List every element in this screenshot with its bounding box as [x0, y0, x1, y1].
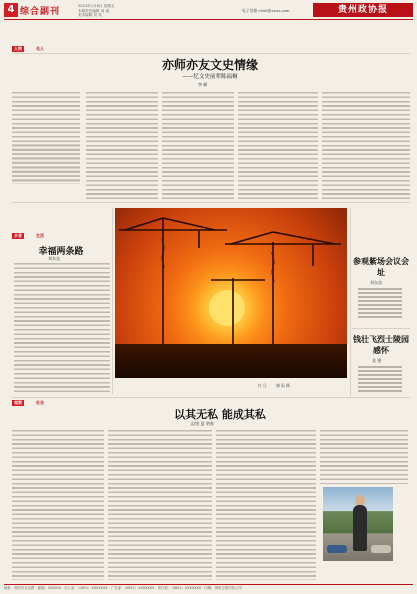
masthead-logo: 贵州政协报	[313, 3, 413, 17]
divider	[12, 202, 410, 203]
divider	[12, 397, 410, 398]
poem-text-line	[358, 300, 402, 302]
article-byline-top: 李 峰	[198, 82, 208, 87]
text-column	[216, 430, 316, 580]
poem-text-line	[358, 378, 402, 380]
article-title-bottom: 以其无私 能成其私	[174, 408, 266, 421]
poem-text-line	[358, 374, 402, 376]
divider	[350, 208, 351, 396]
car-shape	[327, 545, 347, 553]
page-number: 4	[4, 3, 18, 17]
poem-text-line	[358, 386, 402, 388]
photo-caption	[258, 383, 290, 389]
text-column	[162, 92, 234, 200]
poem-text-line	[358, 308, 402, 310]
poem-text-line	[358, 370, 402, 372]
poem-byline-2: 张 建	[372, 358, 382, 363]
poem-text-line	[358, 366, 402, 368]
section-tag-bottom: 观察	[14, 400, 22, 405]
issue-date: 2023年1月6日 星期五	[78, 4, 115, 8]
poem-text-line	[358, 382, 402, 384]
divider	[352, 328, 410, 329]
car-shape	[371, 545, 391, 553]
section-tag-sub-bottom: 社会	[36, 400, 44, 405]
article-byline-left: 刘东良	[48, 256, 60, 261]
header-rule	[4, 19, 413, 20]
poem-byline-1: 刘东良	[370, 280, 382, 285]
poem-text-line	[358, 292, 402, 294]
poem-text-line	[358, 296, 402, 298]
section-tag-left: 乡音	[14, 233, 22, 238]
building-silhouette	[115, 344, 347, 378]
article-title-left: 幸福两条路	[38, 247, 84, 257]
section-title: 综合副刊	[20, 7, 61, 17]
poem-title-1: 参观紫场会议会址	[353, 256, 409, 277]
poem-text-line	[358, 312, 402, 314]
author-photo	[323, 487, 393, 561]
article-subtitle-top: ——忆文史前辈陈福桐	[182, 74, 238, 80]
poem-text-line	[358, 316, 402, 318]
section-tag-sub-top: 名人	[36, 46, 44, 51]
article-title-top: 亦师亦友文史情缘	[161, 58, 258, 72]
text-column	[322, 92, 410, 200]
page-footer: 地址：贵阳市北京路 · 邮编：550004 · 办公室：（0851）XXXXXXX · 广告部：（0851）XXXXXXX · 发行部：（0851）XXXXXXX · 印刷：贵州日报印务公司	[4, 584, 413, 592]
issue-meta	[78, 4, 148, 18]
text-column	[12, 430, 104, 580]
divider	[12, 53, 410, 54]
contact-info: 电子信箱 chuli@xxxx.com	[242, 8, 290, 13]
text-column	[108, 430, 212, 580]
photo-caption-author: 谢 雨 摄	[276, 383, 290, 388]
sunset-crane-photo	[115, 208, 347, 378]
text-column	[12, 144, 80, 184]
poem-text-line	[358, 288, 402, 290]
text-column	[238, 92, 318, 200]
text-column	[320, 430, 408, 484]
editor-line: 本版责任编辑 周 凌	[78, 8, 110, 13]
poem-text-line	[358, 304, 402, 306]
poem-text-line	[358, 390, 402, 392]
section-tag-top: 人物	[14, 46, 22, 51]
photo-caption-title: 红 日	[258, 383, 267, 388]
poem-title-2: 钱壮飞烈士陵园感怀	[353, 334, 409, 355]
text-column	[86, 92, 158, 200]
designer-line: 美术编辑 刘 英	[78, 13, 102, 18]
section-tag-sub-left: 生活	[36, 233, 44, 238]
text-column	[14, 263, 110, 395]
person-body	[353, 505, 367, 551]
article-byline-bottom: 文/图 夏 明春	[190, 421, 214, 426]
page-header	[4, 3, 413, 17]
divider	[112, 208, 113, 394]
